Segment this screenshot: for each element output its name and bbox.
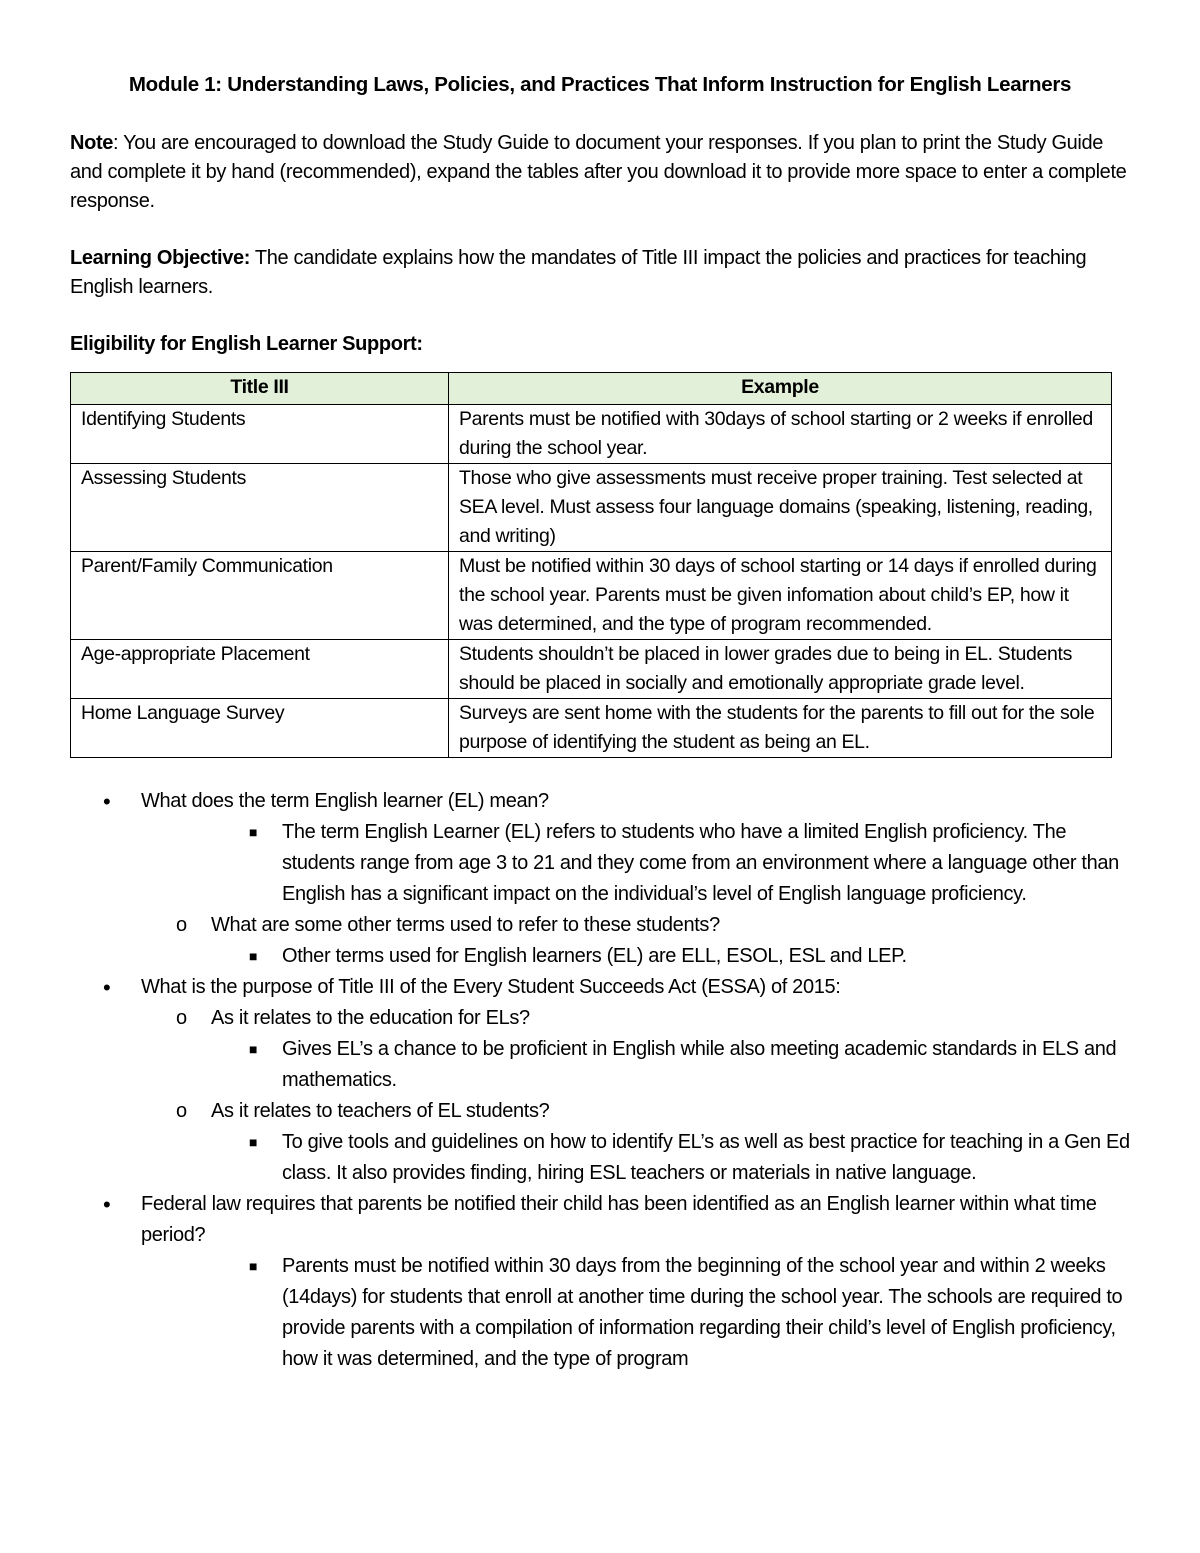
list-item (0, 972, 1200, 1003)
table-cell-title: Identifying Students (71, 405, 449, 464)
table-cell-example: Surveys are sent home with the students for the parents to fill out for the sole purpose of identifying the student as being an EL. (449, 699, 1112, 758)
square-bullet-icon: ■ (249, 1134, 258, 1150)
list-item-text: Other terms used for English learners (EL) are ELL, ESOL, ESL and LEP. (282, 945, 907, 967)
list-item-text: What does the term English learner (EL) mean? (141, 790, 549, 812)
circle-bullet-icon: o (176, 1100, 187, 1122)
table-row (71, 699, 1112, 758)
list-item (0, 1003, 1200, 1034)
list-item-text: To give tools and guidelines on how to identify EL’s as well as best practice for teaching in a Gen Ed class. It also provides finding, hiring ESL teachers or materials in native language. (282, 1131, 1130, 1184)
list-item-text: What is the purpose of Title III of the Every Student Succeeds Act (ESSA) of 2015: (141, 976, 841, 998)
list-item (0, 910, 1200, 941)
learning-objective-text: The candidate explains how the mandates of Title III impact the policies and practices for teaching English learners. (70, 247, 1087, 298)
list-item-text: Gives EL’s a chance to be proficient in English while also meeting academic standards in ELS and mathematics. (282, 1038, 1117, 1091)
square-bullet-icon: ■ (249, 824, 258, 840)
question-outline (0, 786, 1200, 1375)
table-cell-title: Age-appropriate Placement (71, 640, 449, 699)
table-cell-title: Home Language Survey (71, 699, 449, 758)
table-row (71, 464, 1112, 552)
table-cell-example: Those who give assessments must receive proper training. Test selected at SEA level. Must assess four language domains (speaking, listening, reading, and writing) (449, 464, 1112, 552)
table-cell-example: Students shouldn’t be placed in lower grades due to being in EL. Students should be placed in socially and emotionally appropriate grade level. (449, 640, 1112, 699)
note-label: Note (70, 132, 114, 154)
list-item-text: Parents must be notified within 30 days from the beginning of the school year and within 2 weeks (14days) for students that enroll at another time during the school year. The schools are required to provide parents with a compilation of information regarding their child’s level of English proficiency, how it was determined, and the type of program (282, 1255, 1123, 1370)
learning-objective-label: Learning Objective: (70, 247, 251, 269)
bullet-icon: • (103, 1192, 111, 1217)
list-item-text: Federal law requires that parents be notified their child has been identified as an English learner within what time period? (141, 1193, 1097, 1246)
list-item (0, 817, 1200, 910)
circle-bullet-icon: o (176, 1007, 187, 1029)
list-item-text: As it relates to teachers of EL students? (211, 1100, 550, 1122)
column-header-example: Example (449, 373, 1112, 405)
note-paragraph (70, 129, 1130, 216)
list-item (0, 1034, 1200, 1096)
learning-objective-paragraph (70, 244, 1130, 302)
list-item-text: As it relates to the education for ELs? (211, 1007, 530, 1029)
table-cell-title: Assessing Students (71, 464, 449, 552)
column-header-title-iii: Title III (71, 373, 449, 405)
note-text: : You are encouraged to download the Study Guide to document your responses. If you plan to print the Study Guide and complete it by hand (recommended), expand the tables after you download it to provide more space to enter a complete response. (70, 132, 1127, 212)
table-row (71, 552, 1112, 640)
bullet-icon: • (103, 975, 111, 1000)
square-bullet-icon: ■ (249, 1041, 258, 1057)
table-header-row (71, 373, 1112, 405)
bullet-icon: • (103, 789, 111, 814)
list-item (0, 941, 1200, 972)
list-item-text: What are some other terms used to refer to these students? (211, 914, 720, 936)
eligibility-heading: Eligibility for English Learner Support: (70, 333, 423, 355)
list-item (0, 1096, 1200, 1127)
square-bullet-icon: ■ (249, 1258, 258, 1274)
eligibility-table (70, 372, 1112, 758)
list-item-text: The term English Learner (EL) refers to students who have a limited English proficiency. The students range from age 3 to 21 and they come from an environment where a language other than English has a significant impact on the individual’s level of English language proficiency. (282, 821, 1119, 905)
circle-bullet-icon: o (176, 914, 187, 936)
table-cell-example: Parents must be notified with 30days of school starting or 2 weeks if enrolled during the school year. (449, 405, 1112, 464)
list-item (0, 1189, 1200, 1251)
list-item (0, 786, 1200, 817)
list-item (0, 1127, 1200, 1189)
list-item (0, 1251, 1200, 1375)
table-cell-title: Parent/Family Communication (71, 552, 449, 640)
table-row (71, 640, 1112, 699)
table-cell-example: Must be notified within 30 days of school starting or 14 days if enrolled during the school year. Parents must be given infomation about child’s EP, how it was determined, and the type of program recommended. (449, 552, 1112, 640)
square-bullet-icon: ■ (249, 948, 258, 964)
page-title: Module 1: Understanding Laws, Policies, and Practices That Inform Instruction for English Learners (128, 73, 1072, 96)
table-row (71, 405, 1112, 464)
